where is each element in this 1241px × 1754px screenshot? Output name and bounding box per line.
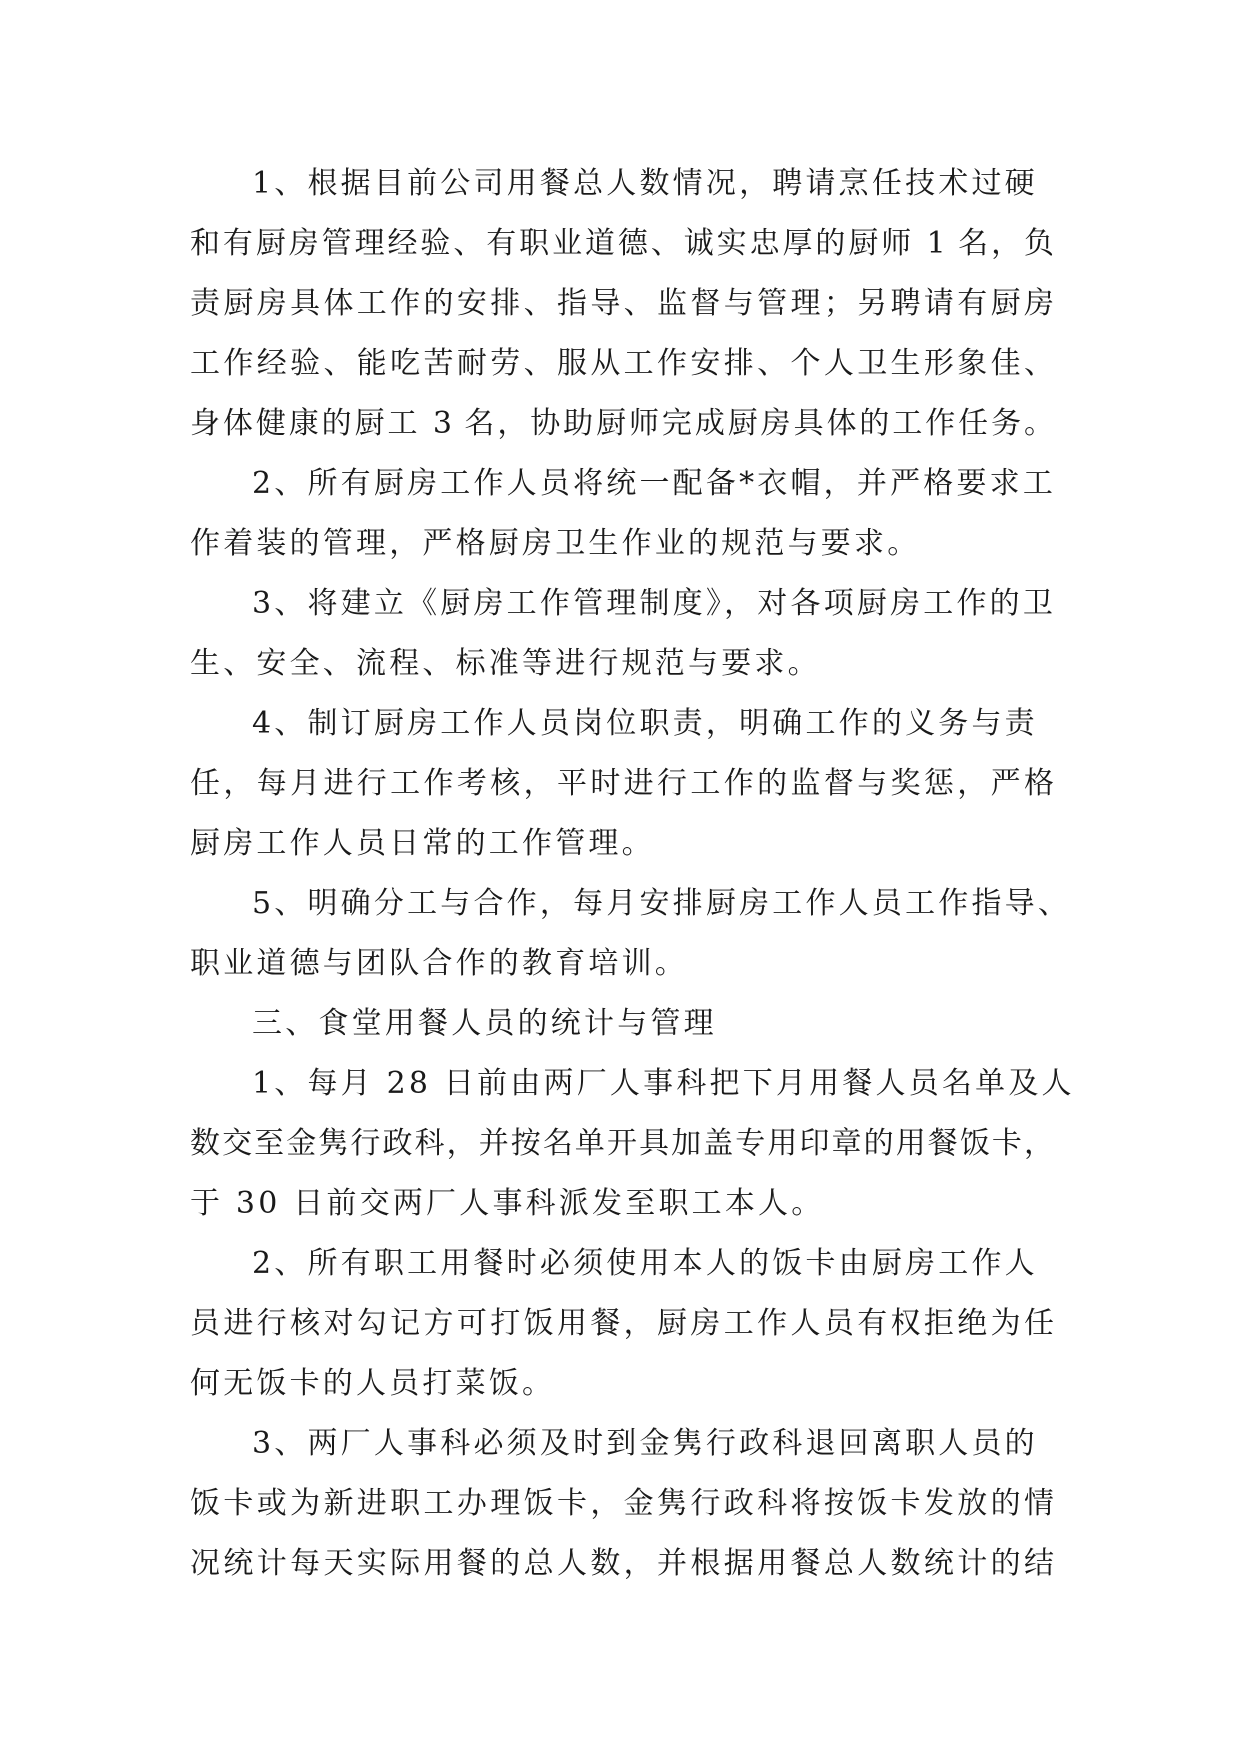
- paragraph-8-line-3: 况统计每天实际用餐的总人数，并根据用餐总人数统计的结: [190, 1546, 1054, 1581]
- paragraph-5-line-1: 5、明确分工与合作，每月安排厨房工作人员工作指导、: [252, 886, 1072, 921]
- paragraph-1-line-2: 和有厨房管理经验、有职业道德、诚实忠厚的厨师 1 名，负: [190, 226, 1054, 261]
- paragraph-2-line-2: 作着装的管理，严格厨房卫生作业的规范与要求。: [190, 526, 921, 561]
- paragraph-1-line-5: 身体健康的厨工 3 名，协助厨师完成厨房具体的工作任务。: [190, 406, 1054, 441]
- paragraph-1-line-4: 工作经验、能吃苦耐劳、服从工作安排、个人卫生形象佳、: [190, 346, 1054, 381]
- paragraph-3-line-2: 生、安全、流程、标准等进行规范与要求。: [190, 646, 821, 681]
- paragraph-7-line-1: 2、所有职工用餐时必须使用本人的饭卡由厨房工作人: [252, 1246, 1038, 1281]
- paragraph-8-line-1: 3、两厂人事科必须及时到金隽行政科退回离职人员的: [252, 1426, 1038, 1461]
- paragraph-5-line-2: 职业道德与团队合作的教育培训。: [190, 946, 688, 981]
- paragraph-1-line-3: 责厨房具体工作的安排、指导、监督与管理；另聘请有厨房: [190, 286, 1054, 321]
- paragraph-6-line-2: 数交至金隽行政科，并按名单开具加盖专用印章的用餐饭卡，: [190, 1126, 1054, 1161]
- paragraph-6-line-1: 1、每月 28 日前由两厂人事科把下月用餐人员名单及人: [252, 1066, 1075, 1101]
- paragraph-4-line-2: 任，每月进行工作考核，平时进行工作的监督与奖惩，严格: [190, 766, 1054, 801]
- paragraph-3-line-1: 3、将建立《厨房工作管理制度》，对各项厨房工作的卫: [252, 586, 1057, 621]
- paragraph-7-line-3: 何无饭卡的人员打菜饭。: [190, 1366, 556, 1401]
- paragraph-2-line-1: 2、所有厨房工作人员将统一配备*衣帽，并严格要求工: [252, 466, 1057, 501]
- paragraph-6-line-3: 于 30 日前交两厂人事科派发至职工本人。: [190, 1186, 825, 1221]
- paragraph-7-line-2: 员进行核对勾记方可打饭用餐，厨房工作人员有权拒绝为任: [190, 1306, 1054, 1341]
- paragraph-1-line-1: 1、根据目前公司用餐总人数情况，聘请烹任技术过硬: [252, 166, 1038, 201]
- paragraph-8-line-2: 饭卡或为新进职工办理饭卡，金隽行政科将按饭卡发放的情: [190, 1486, 1054, 1521]
- section-heading-3: 三、食堂用餐人员的统计与管理: [252, 1006, 717, 1041]
- paragraph-4-line-1: 4、制订厨房工作人员岗位职责，明确工作的义务与责: [252, 706, 1038, 741]
- paragraph-4-line-3: 厨房工作人员日常的工作管理。: [190, 826, 655, 861]
